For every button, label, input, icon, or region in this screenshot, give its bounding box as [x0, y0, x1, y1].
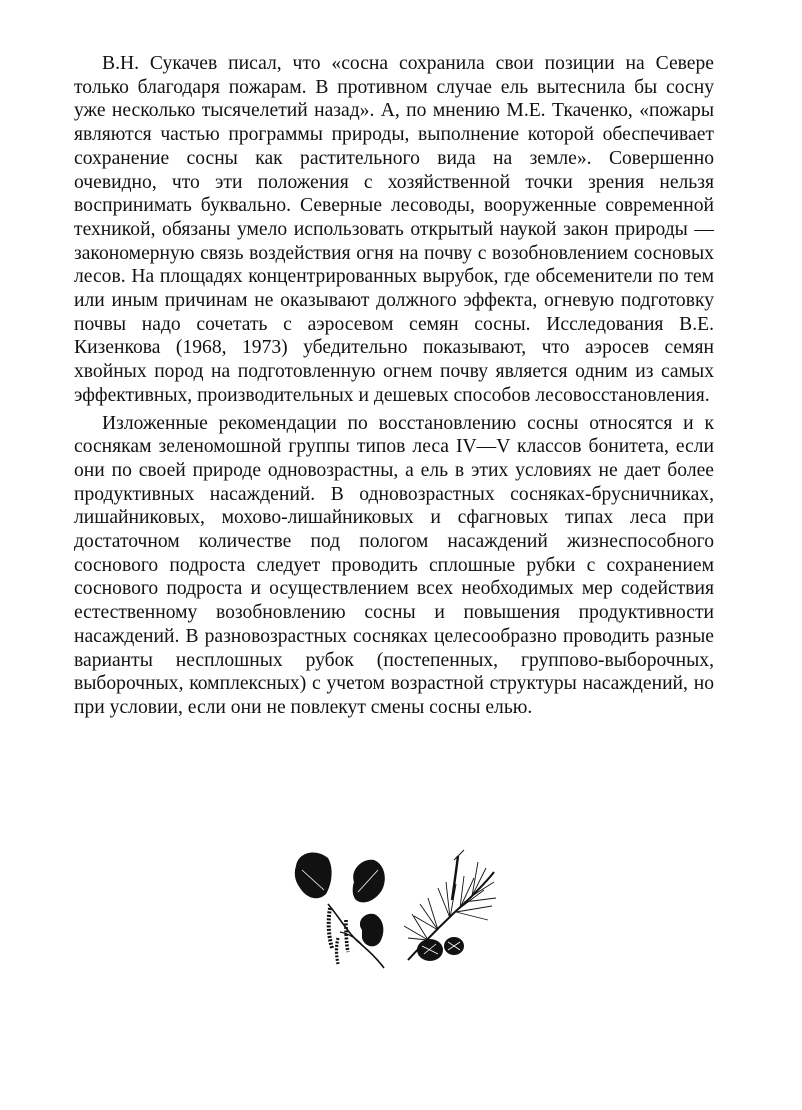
birch-and-pine-branches-icon	[288, 842, 498, 972]
paragraph-2: Изложенные рекомендации по восстановлению сосны относятся и к соснякам зеленомошной группы типов леса IV—V классов бонитета, если они по своей природе одновозрастны, а ель в этих условиях не дает более продуктивных насаждений. В одновозрастных сосняках-брусничниках, лишайниковых, мохово-лишайниковых и сфагновых типах леса при достаточном количестве под пологом насаждений жизнеспособного соснового подроста следует проводить сплошные рубки с сохранением соснового подроста и осуществлением всех необходимых мер содействия естественному возобновлению сосны и повышения продуктивности насаждений. В разновозрастных сосняках целесообразно проводить разные варианты несплошных рубок (постепенных, группово-выборочных, выборочных, комплексных) с учетом возрастной структуры насаждений, но при условии, если они не повлекут смены сосны елью.	[74, 412, 714, 718]
paragraph-1: В.Н. Сукачев писал, что «сосна сохранила свои позиции на Севере только благодаря пожарам. В противном случае ель вытеснила бы сосну уже несколько тысячелетий назад». А, по мнению М.Е. Ткаченко, «пожары являются частью программы природы, выполнение которой обеспечивает сохранение сосны как растительного вида на земле». Совершенно очевидно, что эти положения с хозяйственной точки зрения нельзя воспринимать буквально. Северные лесоводы, вооруженные современной техникой, обязаны умело использовать открытый наукой закон природы — закономерную связь воздействия огня на почву с возобновлением сосновых лесов. На площадях концентрированных вырубок, где обсеменители по тем или иным причинам не оказывают должного эффекта, огневую подготовку почвы надо сочетать с аэросевом семян сосны. Исследования В.Е. Кизенкова (1968, 1973) убедительно показывают, что аэросев семян хвойных пород на подготовленную огнем почву является одним из самых эффективных, производительных и дешевых способов лесовосстановления.	[74, 53, 714, 406]
body-text	[74, 52, 714, 720]
